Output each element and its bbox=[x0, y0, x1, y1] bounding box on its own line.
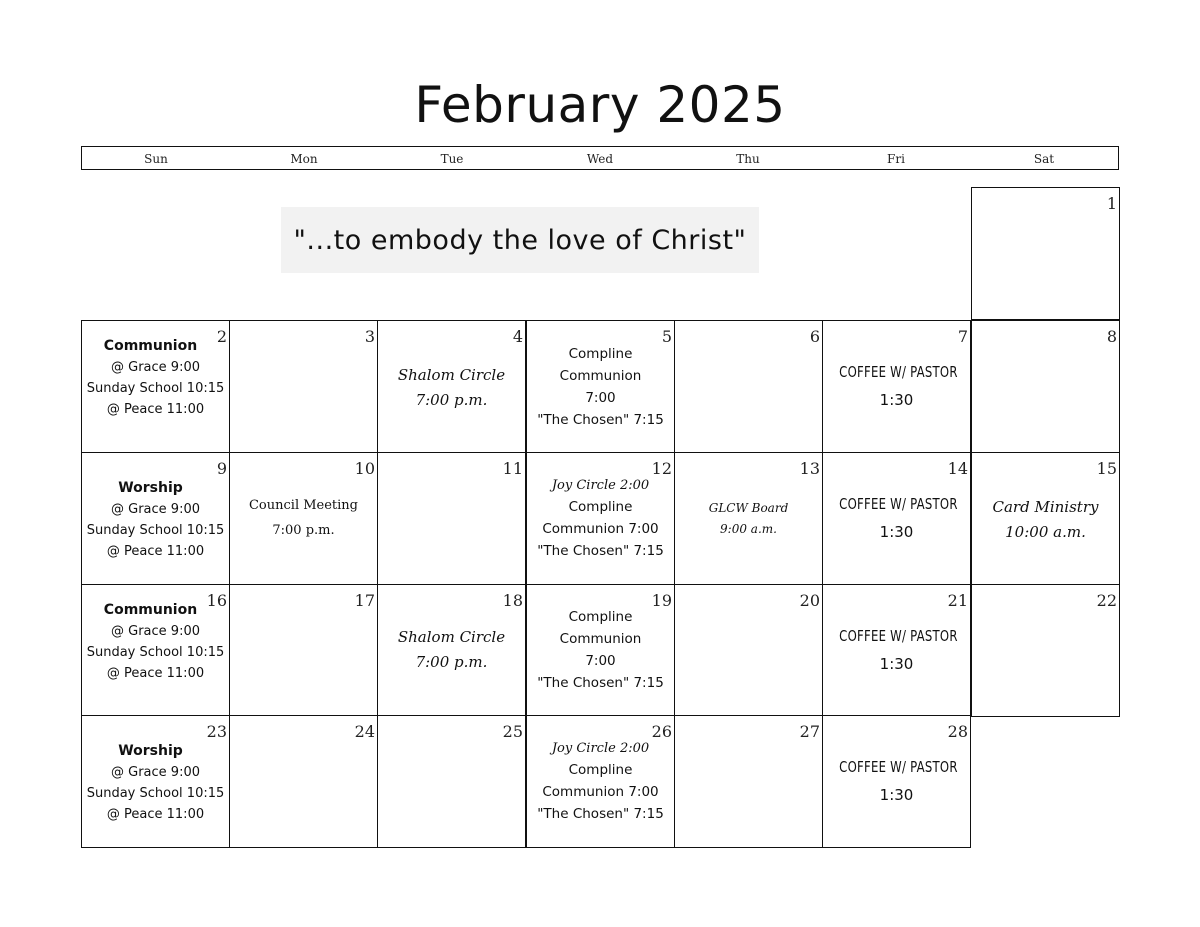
day-cell-19 bbox=[526, 584, 675, 717]
day-cell-21 bbox=[822, 584, 971, 717]
event-title: Communion bbox=[103, 338, 198, 354]
weekday-sun: Sun bbox=[144, 152, 168, 166]
event bbox=[823, 623, 970, 679]
event-line: Communion bbox=[559, 631, 642, 647]
event-title: COFFEE W/ PASTOR bbox=[839, 363, 958, 381]
event-title: Worship bbox=[118, 743, 183, 759]
day-number: 8 bbox=[1106, 327, 1117, 346]
day-number: 7 bbox=[957, 327, 968, 346]
day-number: 11 bbox=[502, 459, 523, 478]
day-cell-23 bbox=[81, 715, 230, 848]
day-number: 25 bbox=[502, 722, 523, 741]
day-number: 26 bbox=[651, 722, 672, 741]
event bbox=[675, 498, 822, 540]
event-title: COFFEE W/ PASTOR bbox=[839, 627, 958, 645]
event-line: Sunday School 10:15 bbox=[86, 645, 225, 660]
event bbox=[527, 475, 674, 562]
event-line: @ Grace 9:00 bbox=[111, 765, 200, 780]
event bbox=[972, 495, 1119, 545]
day-cell-28 bbox=[822, 715, 971, 848]
day-cell-5 bbox=[526, 320, 675, 453]
day-cell-7 bbox=[822, 320, 971, 453]
day-number: 14 bbox=[947, 459, 968, 478]
day-cell-4 bbox=[377, 320, 526, 453]
event-line: Sunday School 10:15 bbox=[86, 381, 225, 396]
day-number: 9 bbox=[216, 459, 227, 478]
event-line: 1:30 bbox=[879, 786, 914, 804]
event-line: 1:30 bbox=[879, 391, 914, 409]
day-number: 28 bbox=[947, 722, 968, 741]
event bbox=[527, 606, 674, 694]
day-number: 21 bbox=[947, 591, 968, 610]
day-cell-25 bbox=[377, 715, 526, 848]
event-title: Joy Circle 2:00 bbox=[551, 741, 650, 756]
event-line: Communion 7:00 bbox=[542, 784, 659, 800]
day-cell-22 bbox=[971, 584, 1120, 717]
weekday-mon: Mon bbox=[290, 152, 318, 166]
weekday-fri: Fri bbox=[887, 152, 905, 166]
event-title: Council Meeting bbox=[248, 498, 359, 513]
day-number: 16 bbox=[206, 591, 227, 610]
event-line: Communion bbox=[559, 368, 642, 384]
event-line: @ Grace 9:00 bbox=[111, 502, 200, 517]
day-number: 22 bbox=[1096, 591, 1117, 610]
event bbox=[823, 754, 970, 810]
day-cell-15 bbox=[971, 452, 1120, 585]
event-line: Compline bbox=[568, 499, 633, 515]
day-cell-11 bbox=[377, 452, 526, 585]
day-number: 10 bbox=[354, 459, 375, 478]
day-number: 2 bbox=[216, 327, 227, 346]
event-line: "The Chosen" 7:15 bbox=[537, 412, 664, 428]
day-cell-10 bbox=[229, 452, 378, 585]
event-line: 7:00 p.m. bbox=[415, 391, 488, 409]
weekday-header bbox=[81, 146, 1119, 170]
day-number: 4 bbox=[512, 327, 523, 346]
event-title: GLCW Board bbox=[708, 501, 789, 515]
event-line: @ Peace 11:00 bbox=[106, 402, 205, 417]
event-title: Shalom Circle bbox=[397, 366, 506, 384]
day-number: 15 bbox=[1096, 459, 1117, 478]
event-title: COFFEE W/ PASTOR bbox=[839, 758, 958, 776]
day-number: 1 bbox=[1106, 194, 1117, 213]
day-number: 20 bbox=[799, 591, 820, 610]
day-cell-24 bbox=[229, 715, 378, 848]
event-line: 7:00 p.m. bbox=[272, 523, 335, 538]
event-line: Sunday School 10:15 bbox=[86, 786, 225, 801]
event-line: 1:30 bbox=[879, 655, 914, 673]
day-cell-16 bbox=[81, 584, 230, 717]
event-line: Sunday School 10:15 bbox=[86, 523, 225, 538]
day-cell-27 bbox=[674, 715, 823, 848]
day-cell-12 bbox=[526, 452, 675, 585]
day-number: 13 bbox=[799, 459, 820, 478]
day-number: 12 bbox=[651, 459, 672, 478]
event-title: Joy Circle 2:00 bbox=[551, 478, 650, 493]
event-title: Card Ministry bbox=[992, 498, 1099, 516]
day-number: 17 bbox=[354, 591, 375, 610]
event-line: @ Peace 11:00 bbox=[106, 807, 205, 822]
event-title: COFFEE W/ PASTOR bbox=[839, 495, 958, 513]
event-line: Compline bbox=[568, 346, 633, 362]
day-cell-20 bbox=[674, 584, 823, 717]
day-number: 3 bbox=[364, 327, 375, 346]
day-number: 19 bbox=[651, 591, 672, 610]
day-number: 6 bbox=[809, 327, 820, 346]
day-cell-9 bbox=[81, 452, 230, 585]
event bbox=[82, 477, 229, 562]
event bbox=[378, 625, 525, 675]
motto-banner: "...to embody the love of Christ" bbox=[281, 207, 759, 273]
event-line: 9:00 a.m. bbox=[720, 522, 777, 536]
event-line: Compline bbox=[568, 762, 633, 778]
event-line: 7:00 bbox=[585, 653, 616, 669]
day-cell-13 bbox=[674, 452, 823, 585]
event-line: 7:00 p.m. bbox=[415, 653, 488, 671]
day-cell-26 bbox=[526, 715, 675, 848]
event bbox=[230, 493, 377, 543]
day-cell-17 bbox=[229, 584, 378, 717]
day-cell-8 bbox=[971, 320, 1120, 453]
weekday-sat: Sat bbox=[1033, 152, 1055, 166]
event-line: "The Chosen" 7:15 bbox=[537, 806, 664, 822]
day-cell-1 bbox=[971, 187, 1120, 320]
day-number: 27 bbox=[799, 722, 820, 741]
event-line: 10:00 a.m. bbox=[1005, 523, 1086, 541]
day-cell-14 bbox=[822, 452, 971, 585]
event bbox=[527, 343, 674, 431]
event-line: @ Peace 11:00 bbox=[106, 666, 205, 681]
event-line: "The Chosen" 7:15 bbox=[537, 543, 664, 559]
event bbox=[823, 359, 970, 415]
event bbox=[82, 335, 229, 420]
day-cell-3 bbox=[229, 320, 378, 453]
day-cell-18 bbox=[377, 584, 526, 717]
event-title: Shalom Circle bbox=[397, 628, 506, 646]
event-line: Compline bbox=[568, 609, 633, 625]
event bbox=[527, 738, 674, 825]
day-number: 5 bbox=[661, 327, 672, 346]
calendar-title: February 2025 bbox=[414, 76, 786, 134]
day-number: 18 bbox=[502, 591, 523, 610]
event-title: Worship bbox=[118, 480, 183, 496]
day-cell-6 bbox=[674, 320, 823, 453]
event-line: "The Chosen" 7:15 bbox=[537, 675, 664, 691]
event bbox=[82, 740, 229, 825]
event-line: @ Grace 9:00 bbox=[111, 360, 200, 375]
event-line: 1:30 bbox=[879, 523, 914, 541]
event-line: @ Peace 11:00 bbox=[106, 544, 205, 559]
event-line: @ Grace 9:00 bbox=[111, 624, 200, 639]
event-title: Communion bbox=[103, 602, 198, 618]
event-line: Communion 7:00 bbox=[542, 521, 659, 537]
event-line: 7:00 bbox=[585, 390, 616, 406]
event bbox=[823, 491, 970, 547]
day-number: 23 bbox=[206, 722, 227, 741]
weekday-tue: Tue bbox=[440, 152, 464, 166]
weekday-thu: Thu bbox=[736, 152, 760, 166]
day-number: 24 bbox=[354, 722, 375, 741]
event bbox=[378, 363, 525, 413]
weekday-wed: Wed bbox=[586, 152, 614, 166]
day-cell-2 bbox=[81, 320, 230, 453]
event bbox=[82, 599, 229, 684]
